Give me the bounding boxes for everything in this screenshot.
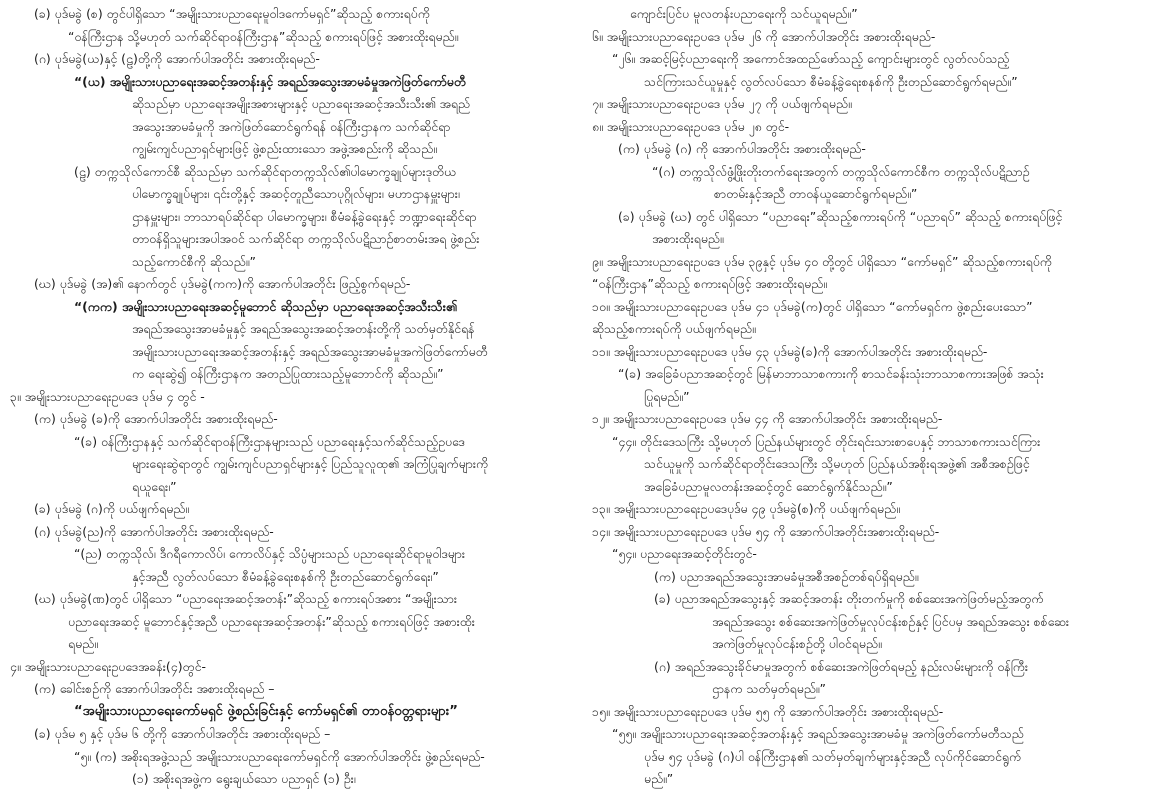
right-column-line: ၇။ အမျိုးသားပညာရေးဥပဒေ ပုဒ်မ ၂၇ ကို ပယ်ဖျက်ရမည်။ (592, 96, 852, 111)
right-column-line: ၁၁။ အမျိုးသားပညာရေးဥပဒေ ပုဒ်မ ၄၃ ပုဒ်မခွဲ(ခ)ကို အောက်ပါအတိုင်း အစားထိုးရမည်- (592, 343, 988, 359)
left-column-line: (ဃ) ပုဒ်မခွဲ (အ)၏ နောက်တွင် ပုဒ်မခွဲ(ကက)ကို အောက်ပါအတိုင်း ဖြည့်စွက်ရမည်- (34, 276, 411, 291)
left-column-line: ပါမောက္ခချုပ်များ၊ ၎င်းတို့နှင့် အဆင့်တူညီသောပုဂ္ဂိုလ်များ၊ မဟာဌာနမှူးများ၊ (132, 186, 460, 201)
left-column-line: (ခ) ပုဒ်မခွဲ (စ) တွင်ပါရှိသော “အမျိုးသားပညာရေးမူဝါဒကော်မရှင်”ဆိုသည့် စကားရပ်ကို (34, 6, 430, 21)
left-column-line: ရယူရေး၊” (132, 478, 177, 494)
right-column-line: (ဂ) အရည်အသွေးခိုင်မာမှုအတွက် စစ်ဆေးအကဲဖြတ်ရမည့် နည်းလမ်းများကို ဝန်ကြီး (654, 658, 1029, 674)
right-column-line: သင်ကြားသင်ယူမှုနှင့် လွတ်လပ်သော စီမံခန့်ခွဲရေးစနစ်ကို ဦးတည်ဆောင်ရွက်ရမည်။” (644, 73, 1018, 89)
left-column-line: “၅။ (က) အစိုးရအဖွဲ့သည် အမျိုးသားပညာရေးကော်မရှင်ကို အောက်ပါအတိုင်း ဖွဲ့စည်းရမည်- (74, 748, 485, 764)
right-column-line: အခြေခံပညာမူလတန်းအဆင့်တွင် ဆောင်ရွက်နိုင်သည်။” (644, 478, 893, 494)
right-column-line: ၁၀။ အမျိုးသားပညာရေးဥပဒေ ပုဒ်မ ၄၁ ပုဒ်မခွဲ(က)တွင် ပါရှိသော “ကော်မရှင်က ဖွဲ့စည်းပေးသော” (592, 298, 1033, 314)
left-column-line: သည့်ကောင်စီကို ဆိုသည်။” (132, 253, 256, 269)
left-column-line: ၄။ အမျိုးသားပညာရေးဥပဒေအခန်း(၄)တွင်- (10, 658, 206, 674)
right-column-line: “၂၆။ အဆင့်မြင့်ပညာရေးကို အကောင်အထည်ဖော်သည့် ကျောင်းများတွင် လွတ်လပ်သည့် (612, 51, 1010, 66)
left-column-line: (ဃ) ပုဒ်မခွဲ(ဏ)တွင် ပါရှိသော “ပညာရေးအဆင့်အတန်း”ဆိုသည့် စကားရပ်အစား “အမျိုးသား (34, 591, 457, 606)
right-column-line: “(ခ) အခြေခံပညာအဆင့်တွင် မြန်မာဘာသာစကားကို စာသင်ခန်းသုံးဘာသာစကားအဖြစ် အသုံး (618, 366, 1044, 381)
left-column-line: (ခ) ပုဒ်မခွဲ (ဂ)ကို ပယ်ဖျက်ရမည်။ (34, 501, 190, 516)
left-column-line: ဆိုသည်မှာ ပညာရေးအမျိုးအစားများနှင့် ပညာရေးအဆင့်အသီးသီး၏ အရည် (132, 96, 471, 111)
left-column-line: “ဝန်ကြီးဌာန သို့မဟုတ် သက်ဆိုင်ရာဝန်ကြီးဌာန”ဆိုသည့် စကားရပ်ဖြင့် အစားထိုးရမည်။ (68, 28, 459, 44)
right-column-line: ပြုရမည်။” (644, 388, 690, 404)
right-column-line: ၁၄။ အမျိုးသားပညာရေးဥပဒေ ပုဒ်မ ၅၄ ကို အောက်ပါအတိုင်းအစားထိုးရမည်- (592, 523, 940, 539)
left-column-line: “(ယ) အမျိုးသားပညာရေးအဆင့်အတန်းနှင့် အရည်အသွေးအာမခံမှုအကဲဖြတ်ကော်မတီ (74, 73, 466, 89)
left-column-line: ရမည်။ (68, 636, 98, 651)
right-column-line: အစားထိုးရမည်။ (652, 231, 724, 246)
left-column-line: (ဠ) တက္ကသိုလ်ကောင်စီ ဆိုသည်မှာ သက်ဆိုင်ရာတက္ကသိုလ်၏ပါမောက္ခချုပ်များဒုတိယ (74, 163, 457, 179)
left-column (0, 0, 582, 800)
left-column-line: ပညာရေးအဆင့် မူဘောင်နှင့်အညီ ပညာရေးအဆင့်အတန်း”ဆိုသည့် စကားရပ်ဖြင့် အစားထိုး (68, 613, 475, 629)
right-column-line: ကျောင်းပြင်ပ မူလတန်းပညာရေးကို သင်ယူရမည်။” (630, 6, 858, 21)
left-column-line: (က) ပုဒ်မခွဲ (ခ)ကို အောက်ပါအတိုင်း အစားထိုးရမည်- (34, 411, 278, 426)
left-column-line: နှင့်အညီ လွတ်လပ်သော စီမံခန့်ခွဲရေးစနစ်ကို ဦးတည်ဆောင်ရွက်ရေး၊” (132, 568, 439, 584)
left-column-line: ဌာနမှူးများ၊ ဘာသာရပ်ဆိုင်ရာ ပါမောက္ခများ၊ စီမံခန့်ခွဲရေးနှင့် ဘဏ္ဍာရေးဆိုင်ရာ (132, 208, 477, 224)
right-column-line: ၈။ အမျိုးသားပညာရေးဥပဒေ ပုဒ်မ ၂၈ တွင်- (592, 118, 790, 134)
left-column-line: (ဂ) ပုဒ်မခွဲ(ယ)နှင့် (ဠ)တို့ကို အောက်ပါအတိုင်း အစားထိုးရမည်- (34, 51, 320, 66)
right-column-line: အရည်အသွေး စစ်ဆေးအကဲဖြတ်မှုလုပ်ငန်းစဉ်နှင့် ပြင်ပမှ အရည်အသွေး စစ်ဆေး (712, 613, 1069, 629)
left-column-line: “(ကက) အမျိုးသားပညာရေးအဆင့်မူဘောင် ဆိုသည်မှာ ပညာရေးအဆင့်အသီးသီး၏ (74, 298, 457, 314)
left-column-line: အသွေးအာမခံမှုကို အကဲဖြတ်ဆောင်ရွက်ရန် ဝန်ကြီးဌာနက သက်ဆိုင်ရာ (132, 118, 451, 134)
left-column-line: (၁) အစိုးရအဖွဲ့က ရွေးချယ်သော ပညာရှင် (၁) ဦး၊ (132, 771, 356, 786)
right-column-line: “(ဂ) တက္ကသိုလ်ဖွံ့ဖြိုးတိုးတက်ရေးအတွက် တက္ကသိုလ်ကောင်စီက တက္ကသိုလ်ပဋိညာဉ် (652, 163, 1030, 179)
right-column-line: (က) ပညာအရည်အသွေးအာမခံမှုအစီအစဉ်တစ်ရပ်ရှိရမည်။ (654, 568, 919, 584)
right-column-line: ၉။ အမျိုးသားပညာရေးဥပဒေ ပုဒ်မ ၃၉နှင့် ပုဒ်မ ၄၀ တို့တွင် ပါရှိသော “ကော်မရှင်” ဆိုသည့်စကားရပ်ကို (592, 253, 1052, 269)
left-column-line: များရေးဆွဲရာတွင် ကျွမ်းကျင်ပညာရှင်များနှင့် ပြည်သူလူထု၏ အကြံပြုချက်များကို (132, 456, 489, 471)
right-column-line: ဆိုသည့်စကားရပ်ကို ပယ်ဖျက်ရမည်။ (592, 321, 756, 336)
right-column (586, 0, 1170, 800)
left-column-line: (ခ) ပုဒ်မ ၅ နှင့် ပုဒ်မ ၆ တို့ကို အောက်ပါအတိုင်း အစားထိုးရမည် – (34, 726, 331, 741)
right-column-line: ၆။ အမျိုးသားပညာရေးဥပဒေ ပုဒ်မ ၂၆ ကို အောက်ပါအတိုင်း အစားထိုးရမည်- (592, 28, 936, 44)
right-column-line: မည်။” (644, 771, 674, 786)
right-column-line: (က) ပုဒ်မခွဲ (ဂ) ကို အောက်ပါအတိုင်း အစားထိုးရမည်- (618, 141, 866, 156)
left-column-line: (က) ခေါင်းစဉ်ကို အောက်ပါအတိုင်း အစားထိုးရမည် – (34, 681, 275, 696)
left-column-line: က ရေးဆွဲ၍ ဝန်ကြီးဌာနက အတည်ပြုထားသည့်မူဘောင်ကို ဆိုသည်။” (132, 366, 444, 381)
right-column-line: ၁၃။ အမျိုးသားပညာရေးဥပဒေပုဒ်မ ၄၉ ပုဒ်မခွဲ(စ)ကို ပယ်ဖျက်ရမည်။ (592, 501, 900, 516)
right-column-line: ပုဒ်မ ၅၄ ပုဒ်မခွဲ (ဂ)ပါ ဝန်ကြီးဌာန၏ သတ်မှတ်ချက်များနှင့်အညီ လုပ်ကိုင်ဆောင်ရွက် (644, 748, 1022, 764)
left-column-line: အရည်အသွေးအာမခံမှုနှင့် အရည်အသွေးအဆင့်အတန်းတို့ကို သတ်မှတ်နိုင်ရန် (132, 321, 475, 336)
right-column-line: အကဲဖြတ်မှုလုပ်ငန်းစဉ်တို့ ပါဝင်ရမည်။ (712, 636, 882, 651)
right-column-line: (ခ) ပညာအရည်အသွေးနှင့် အဆင့်အတန်း တိုးတက်မှုကို စစ်ဆေးအကဲဖြတ်မည့်အတွက် (654, 591, 1044, 606)
right-column-line: (ခ) ပုဒ်မခွဲ (ဃ) တွင် ပါရှိသော “ပညာရေး”ဆိုသည့်စကားရပ်ကို “ပညာရပ်” ဆိုသည့် စကားရပ်ဖြင့် (618, 208, 1063, 224)
right-column-line: ဌာနက သတ်မှတ်ရမည်။” (712, 681, 826, 696)
left-column-line: အမျိုးသားပညာရေးအဆင့်အတန်းနှင့် အရည်အသွေးအာမခံမှုအကဲဖြတ်ကော်မတီ (132, 343, 488, 359)
right-column-line: ၁၂။ အမျိုးသားပညာရေးဥပဒေ ပုဒ်မ ၄၄ ကို အောက်ပါအတိုင်း အစားထိုးရမည်- (592, 411, 943, 426)
left-column-line: “(ည) တက္ကသိုလ်၊ ဒီဂရီကောလိပ်၊ ကောလိပ်နှင့် သိပ္ပံများသည် ပညာရေးဆိုင်ရာမူဝါဒများ (74, 546, 466, 561)
left-column-line: တာဝန်ရှိသူများအပါအဝင် သက်ဆိုင်ရာ တက္ကသိုလ်ပဋိညာဉ်စာတမ်းအရ ဖွဲ့စည်း (132, 231, 480, 246)
left-column-line: ၃။ အမျိုးသားပညာရေးဥပဒေ ပုဒ်မ ၄ တွင် - (10, 388, 205, 404)
left-column-line: ကျွမ်းကျင်ပညာရှင်များဖြင့် ဖွဲ့စည်းထားသော အဖွဲ့အစည်းကို ဆိုသည်။ (132, 141, 437, 156)
right-column-line: “ဝန်ကြီးဌာန”ဆိုသည့် စကားရပ်ဖြင့် အစားထိုးရမည်။ (592, 276, 827, 291)
right-column-line: “၅၅။ အမျိုးသားပညာရေးအဆင့်အတန်းနှင့် အရည်အသွေးအာမခံမှု အကဲဖြတ်ကော်မတီသည် (612, 726, 1024, 741)
left-column-line: “အမျိုးသားပညာရေးကော်မရှင် ဖွဲ့စည်းခြင်းနှင့် ကော်မရှင်၏ တာဝန်ဝတ္တရားများ” (74, 703, 458, 719)
right-column-line: သင်ယူမှုကို သက်ဆိုင်ရာတိုင်းဒေသကြီး သို့မဟုတ် ပြည်နယ်အစိုးရအဖွဲ့၏ အစီအစဉ်ဖြင့် (644, 456, 1030, 471)
left-column-line: “(ခ) ဝန်ကြီးဌာနနှင့် သက်ဆိုင်ရာဝန်ကြီးဌာနများသည် ပညာရေးနှင့်သက်ဆိုင်သည့်ဥပဒေ (74, 433, 465, 449)
right-column-line: “၅၄။ ပညာရေးအဆင့်တိုင်းတွင်- (612, 546, 757, 561)
left-column-line: (ဂ) ပုဒ်မခွဲ(ည)ကို အောက်ပါအတိုင်း အစားထိုးရမည်- (34, 523, 274, 539)
right-column-line: “၄၄။ တိုင်းဒေသကြီး သို့မဟုတ် ပြည်နယ်များတွင် တိုင်းရင်းသားစာပေနှင့် ဘာသာစကားသင်ကြား (612, 433, 1041, 449)
right-column-line: ၁၅။ အမျိုးသားပညာရေးဥပဒေ ပုဒ်မ ၅၅ ကို အောက်ပါအတိုင်း အစားထိုးရမည်- (592, 703, 944, 719)
right-column-line: စာတမ်းနှင့်အညီ တာဝန်ယူဆောင်ရွက်ရမည်။” (714, 186, 918, 201)
